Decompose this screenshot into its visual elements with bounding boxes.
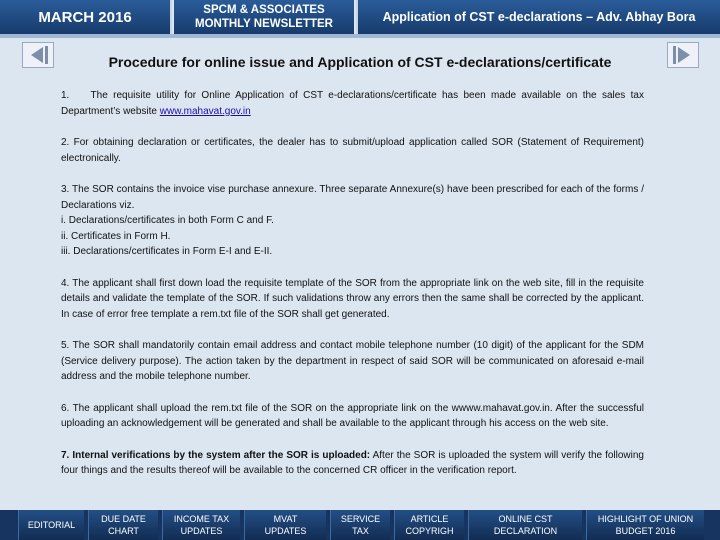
mahavat-website-link[interactable]: www.mahavat.gov.in: [159, 105, 251, 117]
paragraph-1-text: 1. The requisite utility for Online Application of CST e-declarations/certificate has been made available on the sales tax Department’s website: [61, 90, 644, 117]
previous-arrow-icon: [31, 47, 43, 63]
footer-income-tax-button[interactable]: [162, 510, 240, 540]
footer-mvat-label-2: UPDATES: [264, 526, 307, 536]
header-divider: [0, 34, 720, 38]
footer-union-budget-label-1: HIGHLIGHT OF UNION: [597, 514, 694, 524]
footer-service-tax-button[interactable]: [330, 510, 390, 540]
paragraph-3-line-2: i. Declarations/certificates in both Form C and F.: [61, 215, 274, 226]
footer-online-cst-label-2: DECLARATION: [493, 526, 558, 536]
newsletter-name: [174, 0, 354, 34]
page-title: Procedure for online issue and Application of CST e-declarations/certificate: [108, 54, 612, 70]
footer-due-date-button[interactable]: [88, 510, 158, 540]
previous-page-button[interactable]: [22, 42, 54, 68]
next-page-button[interactable]: [667, 42, 699, 68]
paragraph-3-line-3: ii. Certificates in Form H.: [61, 230, 171, 242]
article-body: [61, 88, 644, 495]
footer-union-budget-button[interactable]: [586, 510, 704, 540]
footer-article-label-1: ARTICLE: [410, 514, 449, 524]
paragraph-6: 6. The applicant shall upload the rem.txt file of the SOR on the appropriate link on the wwww.mahavat.gov.in. After the successful uploading an acknowledgement will be generated and shall be available to the applicant through his access on the web site.: [61, 402, 644, 429]
issue-date: MARCH 2016: [0, 0, 172, 34]
newsletter-line2: MONTHLY NEWSLETTER: [194, 18, 333, 30]
paragraph-5: 5. The SOR shall mandatorily contain email address and contact mobile telephone number (10 digit) of the applicant for the SDM (Service delivery purpose). The action taken by the department in respect of said SOR will be communicated on aforesaid e-mail address and the mobile telephone number.: [61, 340, 644, 382]
paragraph-3-line-1: 3. The SOR contains the invoice vise purchase annexure. Three separate Annexure(s) have been prescribed for each of the forms / Declarations viz.: [61, 184, 644, 211]
previous-bar-icon: [45, 46, 48, 64]
next-arrow-icon: [678, 47, 690, 63]
paragraph-7-text: After the SOR is uploaded the system will verify the following four things and the results thereof will be available to the concerned CR officer in the verification report.: [61, 449, 644, 476]
footer-service-tax-label-2: TAX: [352, 526, 369, 536]
paragraph-7: [61, 448, 644, 479]
paragraph-3: [61, 182, 644, 260]
footer-online-cst-label-1: ONLINE CST: [498, 514, 553, 524]
footer-editorial-button[interactable]: [18, 510, 84, 540]
footer-article-label-2: COPYRIGH: [405, 526, 454, 536]
footer-editorial-label: EDITORIAL: [27, 520, 76, 530]
footer-income-tax-label-2: UPDATES: [180, 526, 223, 536]
footer-union-budget-label-2: BUDGET 2016: [615, 526, 676, 536]
paragraph-4: 4. The applicant shall first down load the requisite template of the SOR from the appropriate link on the web site, fill in the requisite details and validate the template of the SOR. If such validations throw any errors then the same shall be corrected by the applicant. In case of error free template a rem.txt file of the SOR shall get generated.: [61, 277, 644, 320]
footer-mvat-button[interactable]: [244, 510, 326, 540]
next-bar-icon: [673, 46, 676, 64]
footer-income-tax-label-1: INCOME TAX: [173, 514, 230, 524]
footer-due-date-label-1: DUE DATE: [101, 514, 146, 524]
paragraph-3-line-4: iii. Declarations/certificates in Form E-I and E-II.: [61, 246, 273, 257]
footer-due-date-label-2: CHART: [108, 526, 139, 536]
paragraph-7-heading: 7. Internal verifications by the system after the SOR is uploaded:: [61, 449, 371, 461]
article-header-title: Application of CST e-declarations – Adv. Abhay Bora: [356, 0, 720, 34]
newsletter-line1: SPCM & ASSOCIATES: [203, 4, 325, 16]
paragraph-1: [61, 88, 644, 119]
footer-article-button[interactable]: [394, 510, 464, 540]
footer-mvat-label-1: MVAT: [273, 514, 298, 524]
footer-service-tax-label-1: SERVICE: [340, 514, 381, 524]
paragraph-2: 2. For obtaining declaration or certificates, the dealer has to submit/upload application called SOR (Statement of Requirement) electronically.: [61, 137, 644, 164]
footer-online-cst-button[interactable]: [468, 510, 582, 540]
